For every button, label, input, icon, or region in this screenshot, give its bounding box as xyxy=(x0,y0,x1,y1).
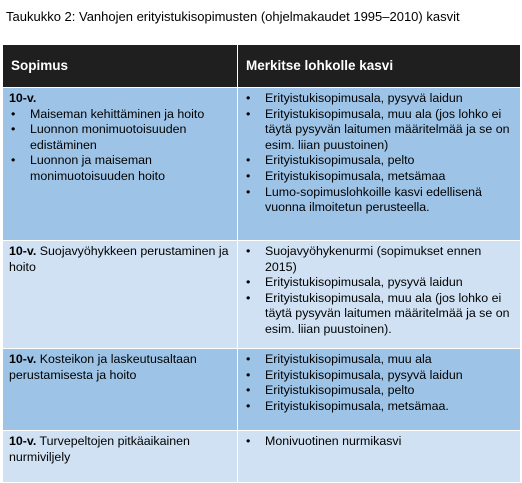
contracts-table xyxy=(2,44,521,483)
crop-item: • Lumo-sopimuslohkoille kasvi edellisenä vuonna ilmoitetun perusteella. xyxy=(244,185,514,216)
crop-list xyxy=(244,434,514,450)
table-header-row xyxy=(3,45,521,88)
crop-item: • Erityistukisopimusala, pysyvä laidun xyxy=(244,275,514,291)
contract-cell xyxy=(3,349,238,431)
table-row xyxy=(3,431,521,483)
crop-item: • Erityistukisopimusala, metsämaa xyxy=(244,169,514,185)
crop-item: • Suojavyöhykenurmi (sopimukset ennen 2015) xyxy=(244,244,514,275)
crop-item: • Erityistukisopimusala, muu ala (jos lohko ei täytä pysyvän laitumen määritelmää ja se on esim. liian puustoinen) xyxy=(244,107,514,154)
table-caption: Taukukko 2: Vanhojen erityistukisopimusten (ohjelmakaudet 1995–2010) kasvit xyxy=(6,9,460,24)
contract-name: Kosteikon ja laskeutusaltaan perustamisesta ja hoito xyxy=(9,352,197,382)
crop-cell xyxy=(238,88,521,241)
contract-name: Turvepeltojen pitkäaikainen nurmiviljely xyxy=(9,434,190,464)
contract-item: • Luonnon ja maiseman monimuotoisuuden hoito xyxy=(9,153,231,184)
table-row xyxy=(3,241,521,349)
contract-duration: 10-v. xyxy=(9,352,37,366)
contract-name: Suojavyöhykkeen perustaminen ja hoito xyxy=(9,244,229,274)
contract-item: • Luonnon monimuotoisuuden edistäminen xyxy=(9,122,231,153)
contract-list xyxy=(9,107,231,185)
crop-item: • Erityistukisopimusala, pysyvä laidun xyxy=(244,91,514,107)
crop-cell xyxy=(238,349,521,431)
crop-list xyxy=(244,91,514,216)
crop-list xyxy=(244,244,514,338)
crop-item: • Erityistukisopimusala, pelto xyxy=(244,153,514,169)
crop-cell xyxy=(238,431,521,483)
contract-item: • Maiseman kehittäminen ja hoito xyxy=(9,107,231,123)
crop-cell xyxy=(238,241,521,349)
crop-item: • Erityistukisopimusala, metsämaa. xyxy=(244,399,514,415)
crop-list xyxy=(244,352,514,414)
crop-item: • Erityistukisopimusala, muu ala (jos lohko ei täytä pysyvän laitumen määritelmää ja se on esim. liian puustoinen). xyxy=(244,291,514,338)
contract-cell xyxy=(3,88,238,241)
crop-item: • Erityistukisopimusala, pelto xyxy=(244,383,514,399)
crop-item: • Monivuotinen nurmikasvi xyxy=(244,434,514,450)
table-row xyxy=(3,88,521,241)
contract-cell xyxy=(3,241,238,349)
contract-duration: 10-v. xyxy=(9,244,37,258)
header-contract: Sopimus xyxy=(3,45,238,88)
crop-item: • Erityistukisopimusala, pysyvä laidun xyxy=(244,368,514,384)
table-row xyxy=(3,349,521,431)
header-crop: Merkitse lohkolle kasvi xyxy=(238,45,521,88)
contract-cell xyxy=(3,431,238,483)
contract-duration: 10-v. xyxy=(9,91,37,105)
contract-duration: 10-v. xyxy=(9,434,37,448)
crop-item: • Erityistukisopimusala, muu ala xyxy=(244,352,514,368)
